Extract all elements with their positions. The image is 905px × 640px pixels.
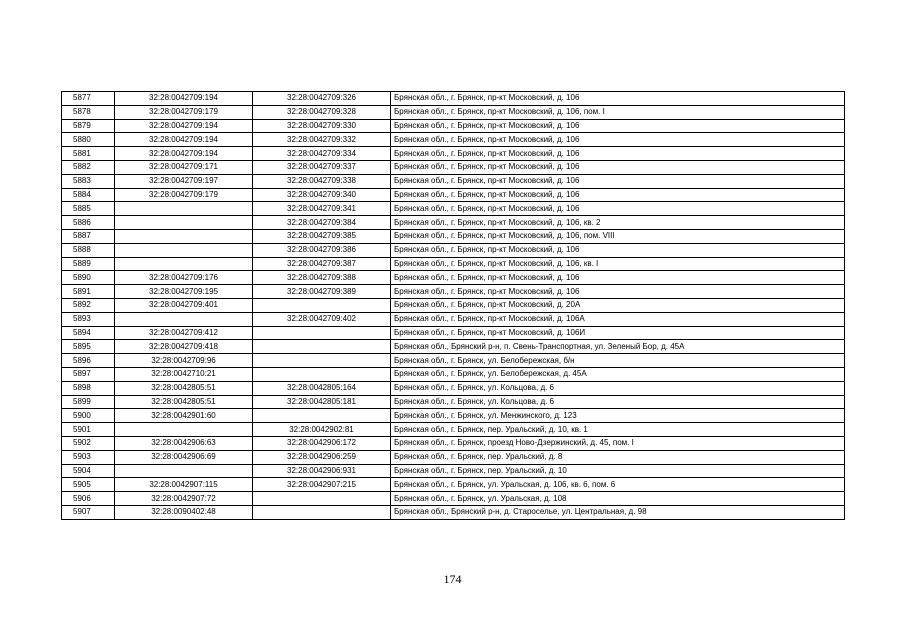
cadastral-table bbox=[61, 91, 845, 520]
object-cadastral-number-cell: 32:28:0042709:341 bbox=[253, 202, 391, 216]
table-row bbox=[62, 160, 845, 174]
cadastral-number-cell: 32:28:0042709:176 bbox=[115, 271, 253, 285]
cadastral-number-cell: 32:28:0042709:197 bbox=[115, 174, 253, 188]
address-cell: Брянская обл., г. Брянск, ул. Кольцова, д. 6 bbox=[391, 381, 845, 395]
address-cell: Брянская обл., г. Брянск, пер. Уральский, д. 10, кв. 1 bbox=[391, 423, 845, 437]
object-cadastral-number-cell: 32:28:0042709:386 bbox=[253, 243, 391, 257]
cadastral-number-cell: 32:28:0042709:179 bbox=[115, 105, 253, 119]
row-number-cell: 5882 bbox=[62, 160, 115, 174]
address-cell: Брянская обл., г. Брянск, ул. Белобережская, д. 45А bbox=[391, 367, 845, 381]
cadastral-number-cell: 32:28:0042805:51 bbox=[115, 395, 253, 409]
address-cell: Брянская обл., г. Брянск, пр-кт Московский, д. 106 bbox=[391, 202, 845, 216]
cadastral-number-cell: 32:28:0042709:412 bbox=[115, 326, 253, 340]
object-cadastral-number-cell: 32:28:0042902:81 bbox=[253, 423, 391, 437]
cadastral-number-cell: 32:28:0042906:63 bbox=[115, 436, 253, 450]
object-cadastral-number-cell bbox=[253, 354, 391, 368]
address-cell: Брянская обл., г. Брянск, пр-кт Московский, д. 106А bbox=[391, 312, 845, 326]
object-cadastral-number-cell bbox=[253, 505, 391, 519]
address-cell: Брянская обл., г. Брянск, пер. Уральский, д. 8 bbox=[391, 450, 845, 464]
cadastral-number-cell: 32:28:0042709:96 bbox=[115, 354, 253, 368]
address-cell: Брянская обл., г. Брянск, пр-кт Московский, д. 106 bbox=[391, 271, 845, 285]
object-cadastral-number-cell bbox=[253, 298, 391, 312]
object-cadastral-number-cell: 32:28:0042709:337 bbox=[253, 160, 391, 174]
object-cadastral-number-cell: 32:28:0042907:215 bbox=[253, 478, 391, 492]
row-number-cell: 5889 bbox=[62, 257, 115, 271]
row-number-cell: 5883 bbox=[62, 174, 115, 188]
cadastral-number-cell: 32:28:0042709:401 bbox=[115, 298, 253, 312]
object-cadastral-number-cell: 32:28:0042709:387 bbox=[253, 257, 391, 271]
cadastral-number-cell bbox=[115, 243, 253, 257]
row-number-cell: 5901 bbox=[62, 423, 115, 437]
row-number-cell: 5897 bbox=[62, 367, 115, 381]
table-row bbox=[62, 147, 845, 161]
row-number-cell: 5906 bbox=[62, 492, 115, 506]
row-number-cell: 5902 bbox=[62, 436, 115, 450]
page-number: 174 bbox=[443, 572, 462, 586]
cadastral-number-cell bbox=[115, 229, 253, 243]
table-row bbox=[62, 271, 845, 285]
table-row bbox=[62, 202, 845, 216]
table-row bbox=[62, 409, 845, 423]
cadastral-number-cell bbox=[115, 312, 253, 326]
cadastral-number-cell: 32:28:0042709:171 bbox=[115, 160, 253, 174]
row-number-cell: 5888 bbox=[62, 243, 115, 257]
table-row bbox=[62, 367, 845, 381]
table-row bbox=[62, 492, 845, 506]
table-row bbox=[62, 285, 845, 299]
row-number-cell: 5905 bbox=[62, 478, 115, 492]
address-cell: Брянская обл., г. Брянск, ул. Белобережская, б/н bbox=[391, 354, 845, 368]
object-cadastral-number-cell: 32:28:0042805:164 bbox=[253, 381, 391, 395]
object-cadastral-number-cell: 32:28:0042906:931 bbox=[253, 464, 391, 478]
cadastral-number-cell: 32:28:0042709:194 bbox=[115, 147, 253, 161]
address-cell: Брянская обл., г. Брянск, проезд Ново-Дзержинский, д. 45, пом. I bbox=[391, 436, 845, 450]
row-number-cell: 5900 bbox=[62, 409, 115, 423]
row-number-cell: 5903 bbox=[62, 450, 115, 464]
row-number-cell: 5898 bbox=[62, 381, 115, 395]
table-row bbox=[62, 423, 845, 437]
row-number-cell: 5881 bbox=[62, 147, 115, 161]
object-cadastral-number-cell bbox=[253, 409, 391, 423]
row-number-cell: 5899 bbox=[62, 395, 115, 409]
row-number-cell: 5896 bbox=[62, 354, 115, 368]
address-cell: Брянская обл., г. Брянск, пр-кт Московский, д. 106И bbox=[391, 326, 845, 340]
object-cadastral-number-cell bbox=[253, 326, 391, 340]
cadastral-number-cell: 32:28:0042709:194 bbox=[115, 133, 253, 147]
cadastral-number-cell: 32:28:0042805:51 bbox=[115, 381, 253, 395]
table-row bbox=[62, 92, 845, 106]
address-cell: Брянская обл., Брянский р-н, п. Свень-Транспортная, ул. Зеленый Бор, д. 45А bbox=[391, 340, 845, 354]
address-cell: Брянская обл., г. Брянск, ул. Уральская, д. 108 bbox=[391, 492, 845, 506]
address-cell: Брянская обл., г. Брянск, пр-кт Московский, д. 106 bbox=[391, 243, 845, 257]
cadastral-table-body bbox=[62, 92, 845, 520]
cadastral-number-cell bbox=[115, 257, 253, 271]
address-cell: Брянская обл., г. Брянск, ул. Менжинского, д. 123 bbox=[391, 409, 845, 423]
cadastral-number-cell: 32:28:0042906:69 bbox=[115, 450, 253, 464]
object-cadastral-number-cell: 32:28:0042709:388 bbox=[253, 271, 391, 285]
row-number-cell: 5886 bbox=[62, 216, 115, 230]
table-row bbox=[62, 395, 845, 409]
address-cell: Брянская обл., г. Брянск, пр-кт Московский, д. 106 bbox=[391, 160, 845, 174]
cadastral-number-cell: 32:28:0042709:179 bbox=[115, 188, 253, 202]
address-cell: Брянская обл., г. Брянск, пр-кт Московский, д. 106, пом. VIII bbox=[391, 229, 845, 243]
address-cell: Брянская обл., г. Брянск, пр-кт Московский, д. 106, кв. 2 bbox=[391, 216, 845, 230]
row-number-cell: 5890 bbox=[62, 271, 115, 285]
cadastral-number-cell: 32:28:0042901:60 bbox=[115, 409, 253, 423]
table-row bbox=[62, 229, 845, 243]
row-number-cell: 5878 bbox=[62, 105, 115, 119]
object-cadastral-number-cell: 32:28:0042709:330 bbox=[253, 119, 391, 133]
address-cell: Брянская обл., г. Брянск, пр-кт Московский, д. 106 bbox=[391, 285, 845, 299]
table-row bbox=[62, 340, 845, 354]
address-cell: Брянская обл., г. Брянск, пр-кт Московский, д. 106 bbox=[391, 92, 845, 106]
cadastral-number-cell: 32:28:0042710:21 bbox=[115, 367, 253, 381]
address-cell: Брянская обл., г. Брянск, пр-кт Московский, д. 106 bbox=[391, 174, 845, 188]
table-row bbox=[62, 105, 845, 119]
row-number-cell: 5877 bbox=[62, 92, 115, 106]
row-number-cell: 5904 bbox=[62, 464, 115, 478]
table-row bbox=[62, 243, 845, 257]
object-cadastral-number-cell: 32:28:0042906:259 bbox=[253, 450, 391, 464]
cadastral-number-cell bbox=[115, 423, 253, 437]
object-cadastral-number-cell: 32:28:0042906:172 bbox=[253, 436, 391, 450]
cadastral-number-cell: 32:28:0090402:48 bbox=[115, 505, 253, 519]
object-cadastral-number-cell: 32:28:0042709:402 bbox=[253, 312, 391, 326]
row-number-cell: 5885 bbox=[62, 202, 115, 216]
table-row bbox=[62, 216, 845, 230]
cadastral-number-cell: 32:28:0042907:115 bbox=[115, 478, 253, 492]
object-cadastral-number-cell: 32:28:0042709:332 bbox=[253, 133, 391, 147]
cadastral-number-cell bbox=[115, 464, 253, 478]
table-row bbox=[62, 298, 845, 312]
object-cadastral-number-cell: 32:28:0042709:389 bbox=[253, 285, 391, 299]
object-cadastral-number-cell: 32:28:0042709:334 bbox=[253, 147, 391, 161]
row-number-cell: 5891 bbox=[62, 285, 115, 299]
object-cadastral-number-cell: 32:28:0042709:340 bbox=[253, 188, 391, 202]
address-cell: Брянская обл., г. Брянск, пр-кт Московский, д. 106 bbox=[391, 188, 845, 202]
row-number-cell: 5879 bbox=[62, 119, 115, 133]
table-row bbox=[62, 312, 845, 326]
row-number-cell: 5884 bbox=[62, 188, 115, 202]
table-row bbox=[62, 257, 845, 271]
table-row bbox=[62, 436, 845, 450]
table-row bbox=[62, 119, 845, 133]
address-cell: Брянская обл., г. Брянск, пр-кт Московский, д. 106 bbox=[391, 147, 845, 161]
address-cell: Брянская обл., г. Брянск, пр-кт Московский, д. 106, кв. I bbox=[391, 257, 845, 271]
table-row bbox=[62, 188, 845, 202]
table-row bbox=[62, 381, 845, 395]
table-row bbox=[62, 133, 845, 147]
table-row bbox=[62, 478, 845, 492]
address-cell: Брянская обл., г. Брянск, ул. Кольцова, д. 6 bbox=[391, 395, 845, 409]
table-row bbox=[62, 464, 845, 478]
cadastral-number-cell: 32:28:0042709:418 bbox=[115, 340, 253, 354]
object-cadastral-number-cell: 32:28:0042709:384 bbox=[253, 216, 391, 230]
object-cadastral-number-cell bbox=[253, 367, 391, 381]
address-cell: Брянская обл., г. Брянск, ул. Уральская, д. 106, кв. 6, пом. 6 bbox=[391, 478, 845, 492]
row-number-cell: 5880 bbox=[62, 133, 115, 147]
address-cell: Брянская обл., г. Брянск, пер. Уральский, д. 10 bbox=[391, 464, 845, 478]
address-cell: Брянская обл., г. Брянск, пр-кт Московский, д. 106, пом. I bbox=[391, 105, 845, 119]
cadastral-number-cell: 32:28:0042709:194 bbox=[115, 92, 253, 106]
address-cell: Брянская обл., г. Брянск, пр-кт Московский, д. 106 bbox=[391, 133, 845, 147]
row-number-cell: 5887 bbox=[62, 229, 115, 243]
table-row bbox=[62, 450, 845, 464]
object-cadastral-number-cell: 32:28:0042709:326 bbox=[253, 92, 391, 106]
object-cadastral-number-cell: 32:28:0042805:181 bbox=[253, 395, 391, 409]
cadastral-number-cell: 32:28:0042907:72 bbox=[115, 492, 253, 506]
address-cell: Брянская обл., Брянский р-н, д. Староселье, ул. Центральная, д. 98 bbox=[391, 505, 845, 519]
object-cadastral-number-cell bbox=[253, 340, 391, 354]
object-cadastral-number-cell: 32:28:0042709:385 bbox=[253, 229, 391, 243]
table-row bbox=[62, 354, 845, 368]
address-cell: Брянская обл., г. Брянск, пр-кт Московский, д. 106 bbox=[391, 119, 845, 133]
cadastral-number-cell: 32:28:0042709:194 bbox=[115, 119, 253, 133]
row-number-cell: 5892 bbox=[62, 298, 115, 312]
cadastral-number-cell bbox=[115, 216, 253, 230]
row-number-cell: 5893 bbox=[62, 312, 115, 326]
cadastral-number-cell: 32:28:0042709:195 bbox=[115, 285, 253, 299]
row-number-cell: 5895 bbox=[62, 340, 115, 354]
cadastral-number-cell bbox=[115, 202, 253, 216]
object-cadastral-number-cell bbox=[253, 492, 391, 506]
object-cadastral-number-cell: 32:28:0042709:328 bbox=[253, 105, 391, 119]
object-cadastral-number-cell: 32:28:0042709:338 bbox=[253, 174, 391, 188]
address-cell: Брянская обл., г. Брянск, пр-кт Московский, д. 20А bbox=[391, 298, 845, 312]
row-number-cell: 5894 bbox=[62, 326, 115, 340]
table-row bbox=[62, 326, 845, 340]
table-row bbox=[62, 505, 845, 519]
row-number-cell: 5907 bbox=[62, 505, 115, 519]
table-row bbox=[62, 174, 845, 188]
